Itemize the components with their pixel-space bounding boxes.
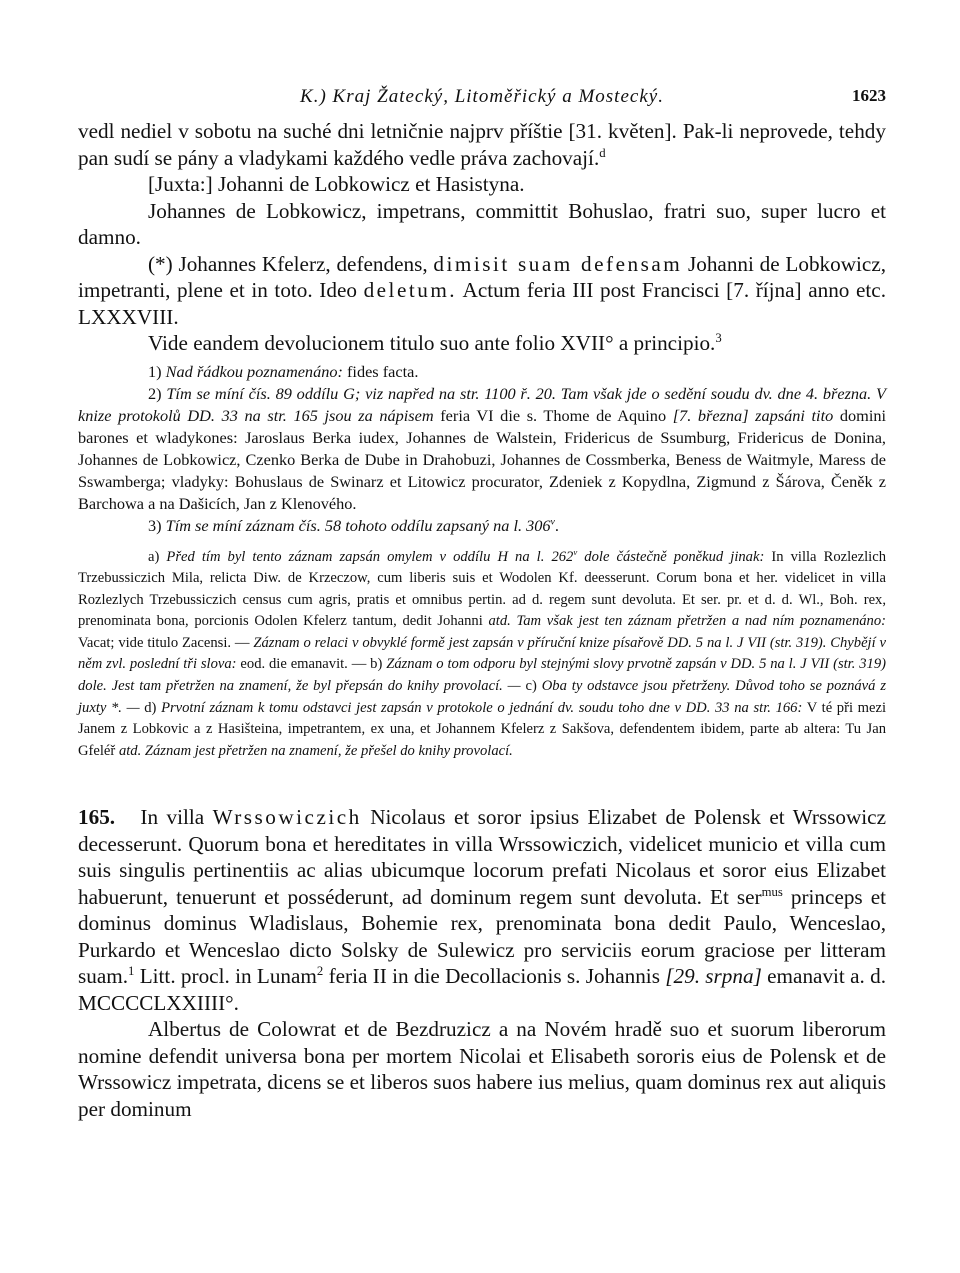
letter-footnotes: [78, 547, 886, 763]
footnote: a) Před tím byl tento záznam zapsán omylem v oddílu H na l. 262$^v$ dole částečně poněkud jinak: In villa Rozlezlich Trzebussiczich Mila, relicta Diw. de Krzeczow, cum liberis suis et Wodolen Kf. deesserunt. Corum bona et her. videlicet in villa Rozlezlych Trzebussiczich census cum agris, pratis et omnibus pertin. ad d. regem sunt devoluta. Et ser. pr. et d. d. Wl., Boh. rex, prenominata bona, porcionis Odolen Kfelerz tantum, dedit Johanni atd. Tam však jest ten záznam přetržen a nad ním poznamenáno: Vacat; vide titulo Zacensi. — Záznam o relaci v obvyklé formě jest zapsán v příruční knize písařově DD. 5 na l. J VII (str. 319). Chybějí v něm zvl. poslední tři slova: eod. die emanavit. — b) Záznam o tom odporu byl stejnými slovy prvotně zapsán v DD. 5 na l. J VII (str. 319) dole. Jest tam přetržen na znamení, že byl přepsán do knihy provolací. — c) Oba ty odstavce jsou přetrženy. Důvod toho se poznává z juxty *. — d) Prvotní záznam k tomu odstavci jest zapsán v protokole o jednání dv. soudu toho dne v DD. 33 na str. 166: V té při mezi Janem z Lobkovic a z Hasišteina, impetrantem, ex una, et Johannem Kfelerz z Sakšova, defendentem ibidem, parte ab altera: Tu Jan Gfeléř atd. Záznam jest přetržen na znamení, že přešel do knihy provolací.: [78, 546, 887, 759]
paragraph: Albertus de Colowrat et de Bezdruzicz a na Novém hradě suo et suorum liberorum nomine defendit universa bona per mortem Nicolai et Elisabeth sororis eius de Polensk et de Wrssowicz impetrata, dicens se et liberos suos habere ius melius, quam dominus rex aut aliquis per dominum: [78, 1017, 886, 1121]
footnote: 1) Nad řádkou poznamenáno: fides facta.: [148, 361, 419, 381]
paragraph: 165. In villa Wrssowiczich Nicolaus et soror ipsius Elizabet de Polensk et Wrssowicz decesserunt. Quorum bona et hereditates in villa Wrssowiczich, videlicet municio et villa cum suis singulis pertinentiis ac alias ubicumque locorum prefati Nicolaus et soror eius Elizabet habuerunt, tenuerunt et posséderunt, ad dominum regem sunt devoluta. Et ser$^{mus}$ princeps et dominus dominus Wladislaus, Bohemie rex, prenominata bona dedit Paulo, Wenceslao, Purkardo et Wenceslao dicto Solsky de Sulewicz pro serviciis eorum graciose per litteram suam.$^1$ Litt. procl. in Lunam$^2$ feria II in die Decollacionis s. Johannis [29. srpna] emanavit a. d. MCCCCLXXIIII°.: [78, 805, 887, 1015]
paragraph: Vide eandem devolucionem titulo suo ante folio XVII° a principio.$^3$: [148, 330, 722, 355]
page-number: 1623: [852, 86, 886, 105]
entry-number: 165.: [78, 805, 116, 830]
paragraph: [Juxta:] Johanni de Lobkowicz et Hasistyna.: [148, 172, 525, 196]
top-text-block: [78, 118, 886, 357]
paragraph: (*) Johannes Kfelerz, defendens, dimisit suam defensam Johanni de Lobkowicz, impetranti, plene et in toto. Ideo deletum. Actum feria III post Francisci [7. října] anno etc. LXXXVIII.: [78, 251, 887, 329]
running-header: [78, 84, 886, 118]
paragraph: Johannes de Lobkowicz, impetrans, committit Bohuslao, fratri suo, super lucro et damno.: [78, 198, 886, 249]
document-page: [78, 84, 886, 1122]
numbered-footnotes: [78, 361, 886, 537]
paragraph: vedl nediel v sobotu na suché dni letničnie najprv příštie [31. květen]. Pak-li neprovede, tehdy pan sudí se pány a vladykami každého vedle práva zachovají.$^d$: [78, 119, 886, 170]
entry-165: [78, 804, 886, 1122]
running-title: K.) Kraj Žatecký, Litoměřický a Mostecký.: [300, 86, 664, 107]
footnote: 2) Tím se míní čís. 89 oddílu G; viz napřed na str. 1100 ř. 20. Tam však jde o sedění soudu dv. dne 4. března. V knize protokolů DD. 33 na str. 165 jsou za nápisem feria VI die s. Thome de Aquino [7. března] zapsáni tito domini barones et wladykones: Jaroslaus Berka iudex, Johannes de Walstein, Fridericus de Ssumburg, Fridericus de Donina, Johannes de Lobkowicz, Czenko Berka de Dube in Drahobuzi, Johannes de Cossmberka, Beness de Waitmyle, Maress de Sswamberga; vladyky: Bohuslaus de Swinarz et Litowicz procurator, Zdeniek z Kopydlna, Zigmund z Šárova, Čeněk z Barchowa a na Dašicích, Jan z Klenového.: [78, 383, 887, 513]
footnote: 3) Tím se míní záznam čís. 58 tohoto oddílu zapsaný na l. 306$^v$.: [148, 515, 559, 535]
